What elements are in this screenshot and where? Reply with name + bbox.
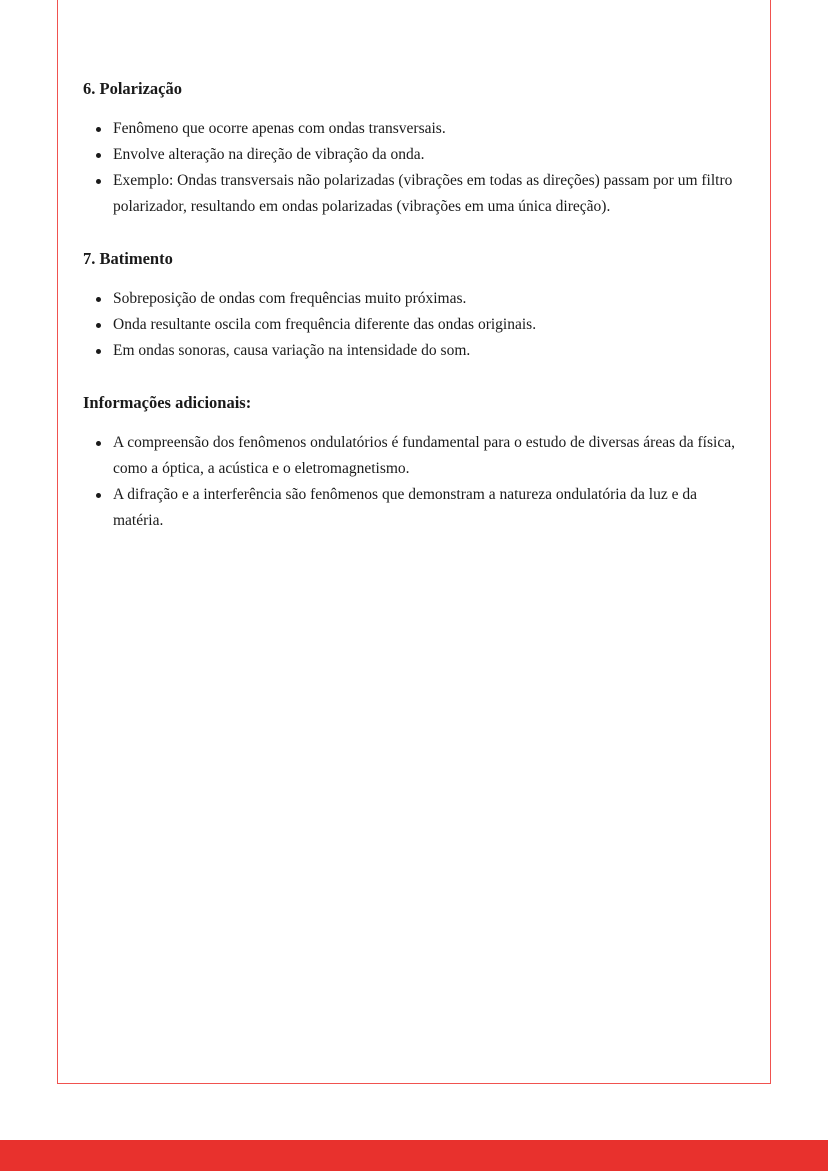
section-heading-informacoes-adicionais: Informações adicionais:	[83, 393, 252, 412]
footer-red-bar	[0, 1140, 828, 1171]
bullet-text: Fenômeno que ocorre apenas com ondas transversais.	[113, 120, 446, 137]
bullet-text: Envolve alteração na direção de vibração da onda.	[113, 146, 425, 163]
bullet-text: Onda resultante oscila com frequência diferente das ondas originais.	[113, 316, 537, 333]
section-heading-polarizacao: 6. Polarização	[83, 79, 182, 98]
bullet-list-batimento	[83, 286, 748, 364]
list-item	[113, 430, 748, 482]
bullet-text: Em ondas sonoras, causa variação na intensidade do som.	[113, 342, 471, 359]
bullet-text: A difração e a interferência são fenômenos que demonstram a natureza ondulatória da luz e da matéria.	[113, 486, 697, 529]
bullet-text: Sobreposição de ondas com frequências muito próximas.	[113, 290, 467, 307]
list-item	[113, 312, 748, 338]
list-item	[113, 168, 748, 220]
list-item	[113, 142, 748, 168]
section-heading-batimento: 7. Batimento	[83, 249, 173, 268]
bullet-list-informacoes-adicionais	[83, 430, 748, 534]
bullet-text: Exemplo: Ondas transversais não polarizadas (vibrações em todas as direções) passam por um filtro polarizador, resultando em ondas polarizadas (vibrações em uma única direção).	[113, 172, 733, 215]
bullet-text: A compreensão dos fenômenos ondulatórios é fundamental para o estudo de diversas áreas da física, como a óptica, a acústica e o eletromagnetismo.	[113, 434, 735, 477]
list-item	[113, 482, 748, 534]
list-item	[113, 116, 748, 142]
document-content	[83, 78, 748, 534]
list-item	[113, 286, 748, 312]
list-item	[113, 338, 748, 364]
bullet-list-polarizacao	[83, 116, 748, 220]
